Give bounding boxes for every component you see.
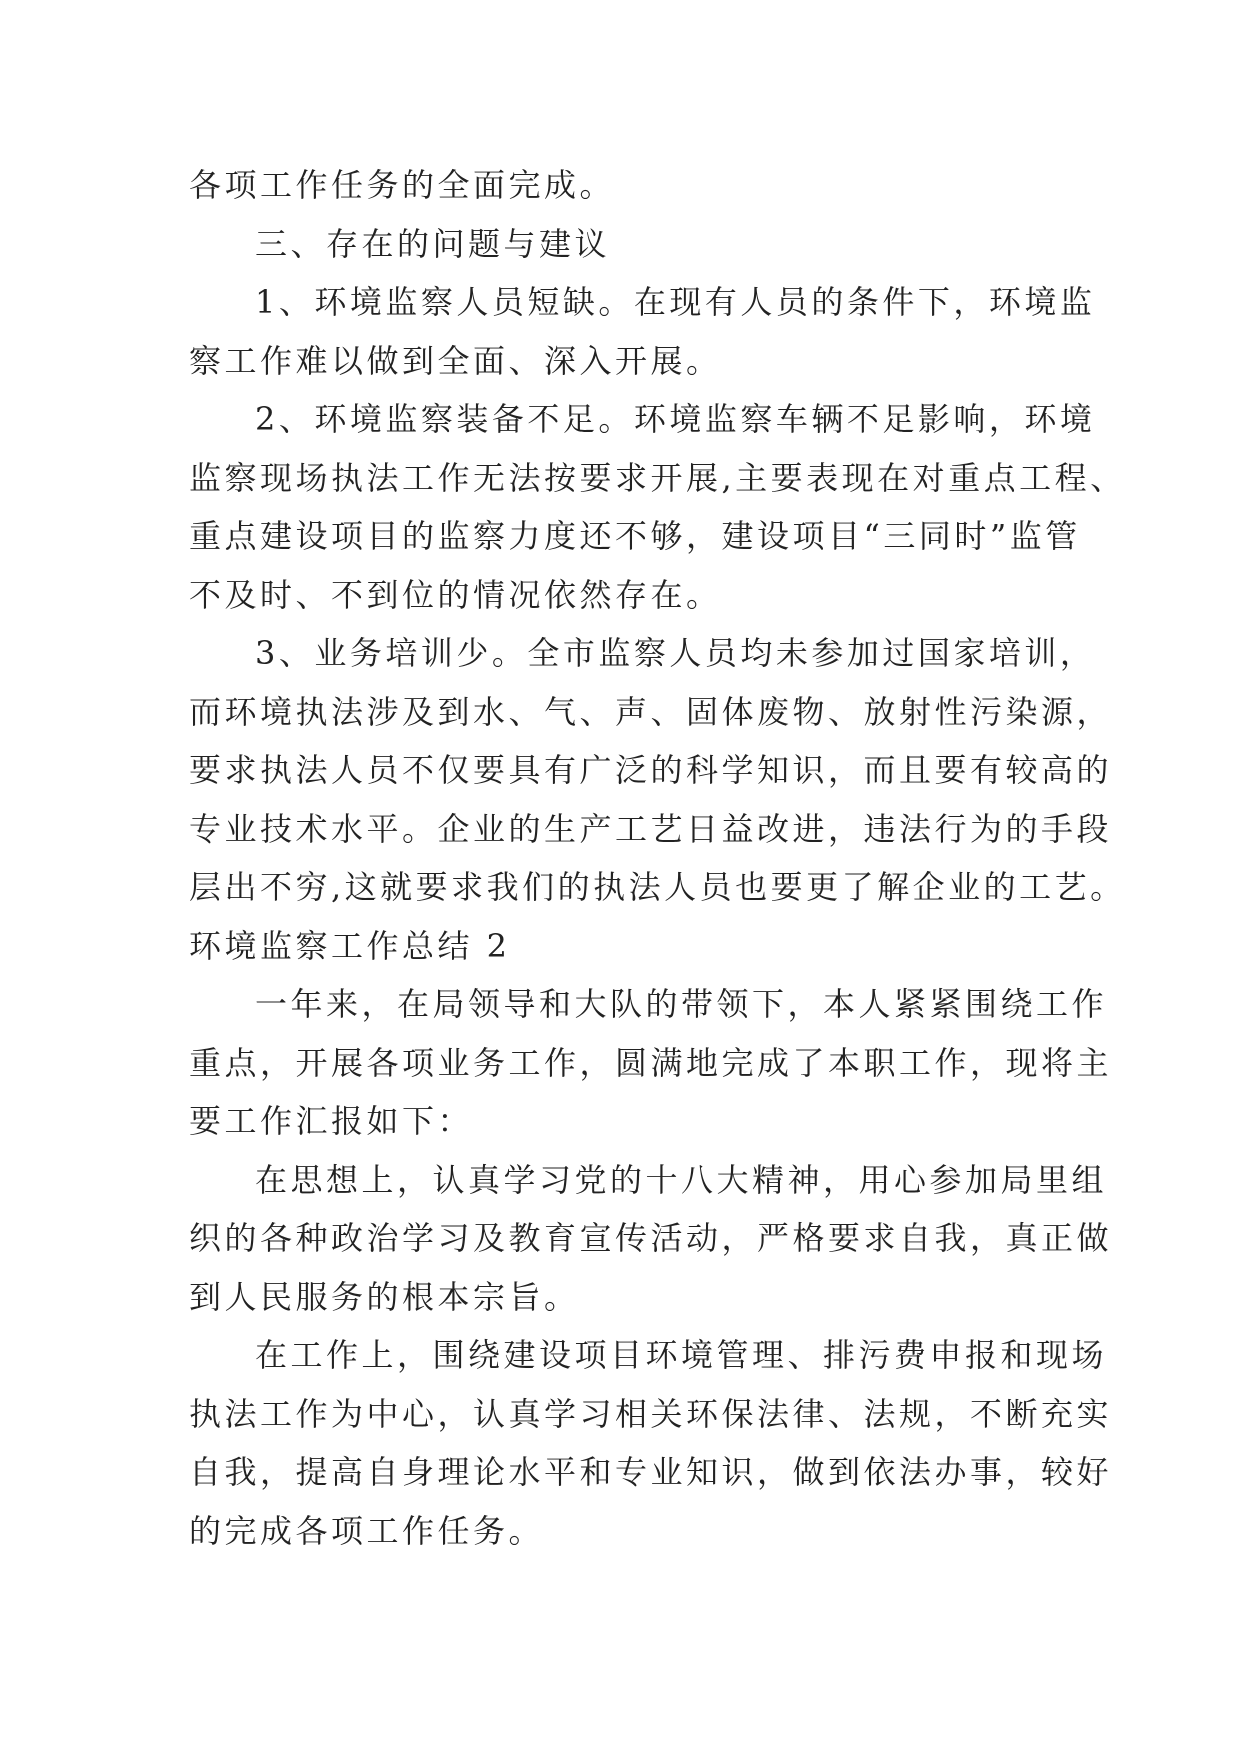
body-line: 执法工作为中心，认真学习相关环保法律、法规，不断充实 bbox=[189, 1394, 1113, 1433]
body-line: 重点，开展各项业务工作，圆满地完成了本职工作，现将主 bbox=[189, 1043, 1113, 1082]
body-line: 的完成各项工作任务。 bbox=[189, 1511, 545, 1550]
section-heading: 三、存在的问题与建议 bbox=[255, 224, 611, 263]
body-line: 而环境执法涉及到水、气、声、固体废物、放射性污染源， bbox=[189, 692, 1113, 731]
body-line: 一年来，在局领导和大队的带领下，本人紧紧围绕工作 bbox=[255, 985, 1108, 1023]
body-line: 监察现场执法工作无法按要求开展,主要表现在对重点工程、 bbox=[189, 458, 1126, 497]
body-line: 层出不穷,这就要求我们的执法人员也要更了解企业的工艺。 bbox=[189, 868, 1126, 906]
body-line: 察工作难以做到全面、深入开展。 bbox=[189, 341, 722, 380]
body-line: 重点建设项目的监察力度还不够，建设项目“三同时”监管 bbox=[189, 517, 1081, 555]
document-body bbox=[189, 156, 1126, 1560]
body-line: 要求执法人员不仅要具有广泛的科学知识，而且要有较高的 bbox=[189, 751, 1113, 789]
body-line: 在思想上，认真学习党的十八大精神，用心参加局里组 bbox=[255, 1160, 1108, 1199]
body-line: 2、环境监察装备不足。环境监察车辆不足影响，环境 bbox=[255, 400, 1096, 438]
document-heading: 环境监察工作总结 2 bbox=[189, 926, 511, 965]
body-line: 1、环境监察人员短缺。在现有人员的条件下，环境监 bbox=[255, 283, 1096, 321]
body-line: 自我，提高自身理论水平和专业知识，做到依法办事，较好 bbox=[189, 1453, 1113, 1491]
body-line: 不及时、不到位的情况依然存在。 bbox=[189, 575, 722, 614]
body-line: 专业技术水平。企业的生产工艺日益改进，违法行为的手段 bbox=[189, 809, 1113, 848]
body-line: 织的各种政治学习及教育宣传活动，严格要求自我，真正做 bbox=[189, 1219, 1113, 1257]
body-line: 各项工作任务的全面完成。 bbox=[189, 166, 616, 204]
body-line: 要工作汇报如下： bbox=[189, 1102, 474, 1140]
body-line: 到人民服务的根本宗旨。 bbox=[189, 1277, 580, 1316]
body-line: 3、业务培训少。全市监察人员均未参加过国家培训， bbox=[255, 634, 1096, 672]
body-line: 在工作上，围绕建设项目环境管理、排污费申报和现场 bbox=[255, 1336, 1108, 1374]
